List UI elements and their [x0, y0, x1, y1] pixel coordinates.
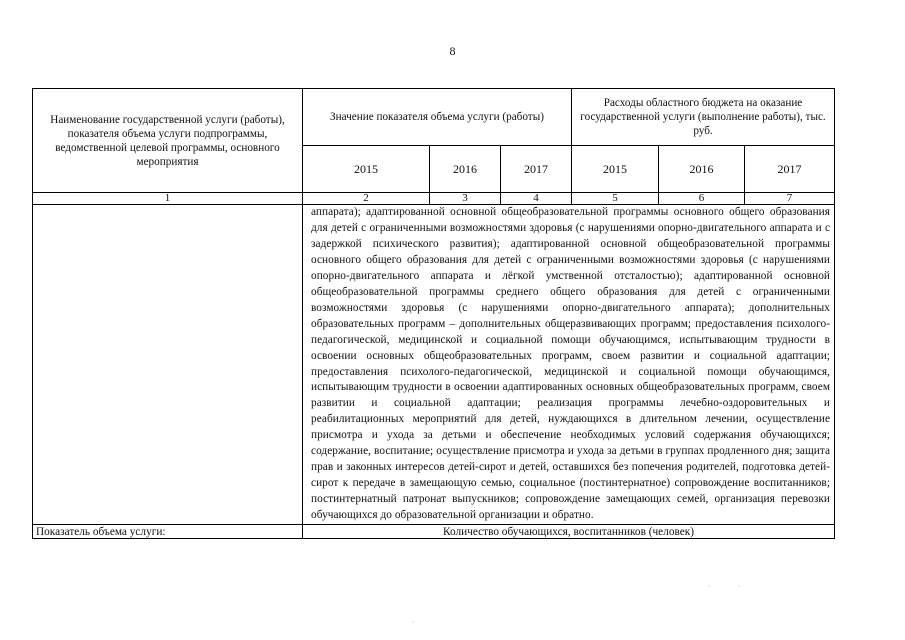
indicator-label: Показатель объема услуги:	[33, 525, 303, 539]
column-number: 5	[572, 193, 659, 205]
budget-table	[32, 88, 835, 539]
column-number: 7	[745, 193, 835, 205]
service-description: аппарата); адаптированной основной общеобразовательной программы основного общего образования для детей с ограниченными возможностями здоровья (с нарушениями опорно-двигательного аппарата и с задержкой психического развития); адаптированной основной общеобразовательной программы основного общего образования для детей с ограниченными возможностями здоровья (с нарушениями опорно-двигательного аппарата и лёгкой умственной отсталостью); адаптированной основной общеобразовательной программы среднего общего образования для детей с ограниченными возможностями здоровья (с нарушениями опорно-двигательного аппарата); дополнительных образовательных программ – дополнительных общеразвивающих программ; предоставления психолого-педагогической, медицинской и социальной помощи обучающимся, испытывающим трудности в освоении основных общеобразовательных программ, своем развитии и социальной адаптации; предоставления психолого-педагогической, медицинской и социальной помощи обучающимся, испытывающим трудности в освоении адаптированных основных общеобразовательных программ, своем развитии и социальной адаптации; реализация программы лечебно-оздоровительных и реабилитационных мероприятий для детей, нуждающихся в длительном лечении, осуществление присмотра и ухода за детьми и обеспечение необходимых условий содержания обучающихся; содержание, воспитание; осуществление присмотра и ухода за детьми в группах продленного дня; защита прав и законных интересов детей-сирот и детей, оставшихся без попечения родителей, подготовка детей-сирот к передаче в замещающую семью, социальное (постинтернатное) сопровождение воспитанников; постинтернатный патронат выпускников; сопровождение замещающих семей, организация перевозки обучающихся до образовательной организации и обратно.	[303, 205, 835, 525]
header-indicator-value: Значение показателя объема услуги (работы)	[303, 89, 572, 146]
scan-speck: ·	[412, 618, 415, 627]
column-number: 1	[33, 193, 303, 205]
column-number: 6	[659, 193, 745, 205]
column-number: 4	[501, 193, 572, 205]
header-year: 2016	[659, 146, 745, 193]
header-year: 2017	[745, 146, 835, 193]
header-budget-expenses: Расходы областного бюджета на оказание государственной услуги (выполнение работы), тыс. руб.	[572, 89, 835, 146]
scan-speck: ·	[738, 582, 741, 591]
column-number: 2	[303, 193, 430, 205]
scan-speck: ·	[708, 582, 711, 591]
header-year: 2015	[572, 146, 659, 193]
column-number: 3	[430, 193, 501, 205]
header-year: 2015	[303, 146, 430, 193]
page-number: 8	[449, 44, 456, 58]
header-service-name: Наименование государственной услуги (работы), показателя объема услуги подпрограммы, ведомственной целевой программы, основного мероприятия	[33, 89, 303, 193]
empty-name-cell	[33, 205, 303, 525]
header-year: 2016	[430, 146, 501, 193]
header-year: 2017	[501, 146, 572, 193]
indicator-value: Количество обучающихся, воспитанников (человек)	[303, 525, 835, 539]
